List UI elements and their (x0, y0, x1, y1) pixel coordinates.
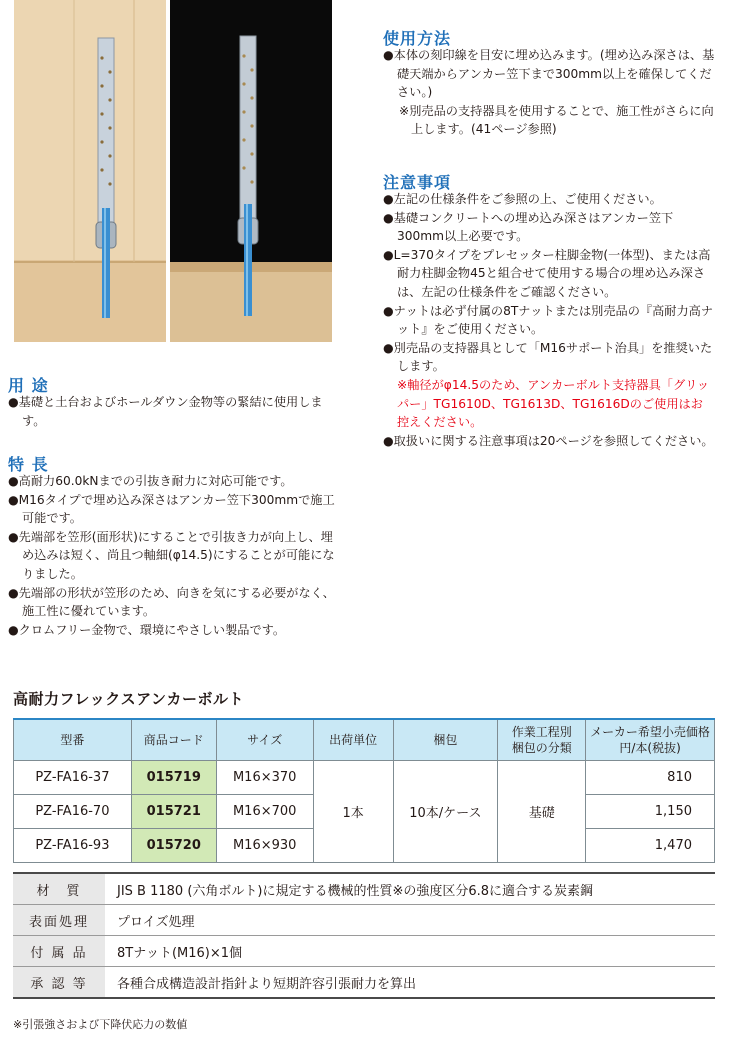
caution-item: ●基礎コンクリートへの埋め込み深さはアンカー笠下300mm以上必要です。 (383, 210, 674, 244)
material-spec-table (13, 872, 715, 999)
use-heading: 用 途 (8, 376, 49, 395)
caution-body (383, 190, 715, 450)
caution-item: ●ナットは必ず付属の8Tナットまたは別売品の『高耐力高ナット』をご使用ください。 (383, 303, 714, 337)
spec-row (13, 936, 715, 967)
product-table-title: 高耐力フレックスアンカーボルト (13, 690, 245, 708)
cell-model: PZ-FA16-93 (14, 829, 132, 863)
spec-value: 各種合成構造設計指針より短期許容引張耐力を算出 (105, 967, 715, 999)
usage-method-note: ※別売品の支持器具を使用することで、施工性がさらに向上します。(41ページ参照) (399, 103, 714, 137)
cell-code: 015719 (131, 761, 216, 795)
caution-warning: ※軸径がφ14.5のため、アンカーボルト支持器具「グリッパー」TG1610D、TG1613D、TG1616Dのご使用はお控えください。 (397, 377, 710, 430)
cell-price: 1,150 (586, 795, 715, 829)
spec-row (13, 905, 715, 936)
caution-item: ●左記の仕様条件をご参照の上、ご使用ください。 (383, 192, 662, 206)
col-header-packing: 梱包 (393, 719, 498, 761)
cell-size: M16×370 (216, 761, 313, 795)
spec-value: プロイズ処理 (105, 905, 715, 936)
col-header-code: 商品コード (131, 719, 216, 761)
product-photo-dark (170, 0, 332, 342)
features-heading: 特 長 (8, 455, 49, 474)
spec-key: 表面処理 (13, 905, 105, 936)
usage-method-heading: 使用方法 (383, 29, 452, 48)
cell-price: 810 (586, 761, 715, 795)
feature-item: ●先端部を笠形(面形状)にすることで引抜き力が向上し、埋め込みは短く、尚且つ軸細(φ14.5)にすることが可能になりました。 (8, 529, 335, 581)
spec-value: 8Tナット(M16)×1個 (105, 936, 715, 967)
spec-key: 材 質 (13, 873, 105, 905)
product-photo-wood (14, 0, 166, 342)
footnote: ※引張強さおよび下降伏応力の数値 (13, 1018, 188, 1031)
col-header-unit: 出荷単位 (313, 719, 393, 761)
cell-size: M16×930 (216, 829, 313, 863)
spec-key: 付 属 品 (13, 936, 105, 967)
cell-model: PZ-FA16-70 (14, 795, 132, 829)
cell-price: 1,470 (586, 829, 715, 863)
caution-item: ●L=370タイプをプレセッター柱脚金物(一体型)、または高耐力柱脚金物45と組合せて使用する場合の埋め込み深さは、左記の仕様条件をご確認ください。 (383, 247, 711, 299)
caution-heading: 注意事項 (383, 173, 452, 192)
cell-code: 015721 (131, 795, 216, 829)
caution-item: ●取扱いに関する注意事項は20ページを参照してください。 (383, 433, 714, 448)
use-item: ●基礎と土台およびホールダウン金物等の緊結に使用します。 (8, 395, 323, 428)
cell-code: 015720 (131, 829, 216, 863)
cell-process: 基礎 (498, 761, 586, 863)
col-header-price: メーカー希望小売価格 円/本(税抜) (586, 719, 715, 761)
cell-packing: 10本/ケース (393, 761, 498, 863)
spec-row (13, 873, 715, 905)
spec-key: 承 認 等 (13, 967, 105, 999)
caution-item: ●別売品の支持器具として「M16サポート治具」を推奨いたします。 (383, 340, 713, 374)
spec-value: JIS B 1180 (六角ボルト)に規定する機械的性質※の強度区分6.8に適合する炭素鋼 (105, 873, 715, 905)
usage-method-item: ●本体の刻印線を目安に埋め込みます。(埋め込み深さは、基礎天端からアンカー笠下まで300mm以上を確保してください。) (383, 48, 715, 100)
cell-model: PZ-FA16-37 (14, 761, 132, 795)
table-row (14, 761, 715, 795)
spec-row (13, 967, 715, 999)
feature-item: ●先端部の形状が笠形のため、向きを気にする必要がなく、施工性に優れています。 (8, 585, 335, 619)
col-header-process: 作業工程別 梱包の分類 (498, 719, 586, 761)
cell-size: M16×700 (216, 795, 313, 829)
feature-item: ●M16タイプで埋め込み深さはアンカー笠下300mmで施工可能です。 (8, 492, 335, 526)
cell-unit: 1本 (313, 761, 393, 863)
features-body (8, 472, 336, 639)
col-header-size: サイズ (216, 719, 313, 761)
product-table (13, 718, 715, 863)
use-body (8, 393, 336, 430)
feature-item: ●クロムフリー金物で、環境にやさしい製品です。 (8, 622, 286, 637)
col-header-model: 型番 (14, 719, 132, 761)
feature-item: ●高耐力60.0kNまでの引抜き耐力に対応可能です。 (8, 474, 293, 488)
usage-method-body (383, 46, 715, 139)
